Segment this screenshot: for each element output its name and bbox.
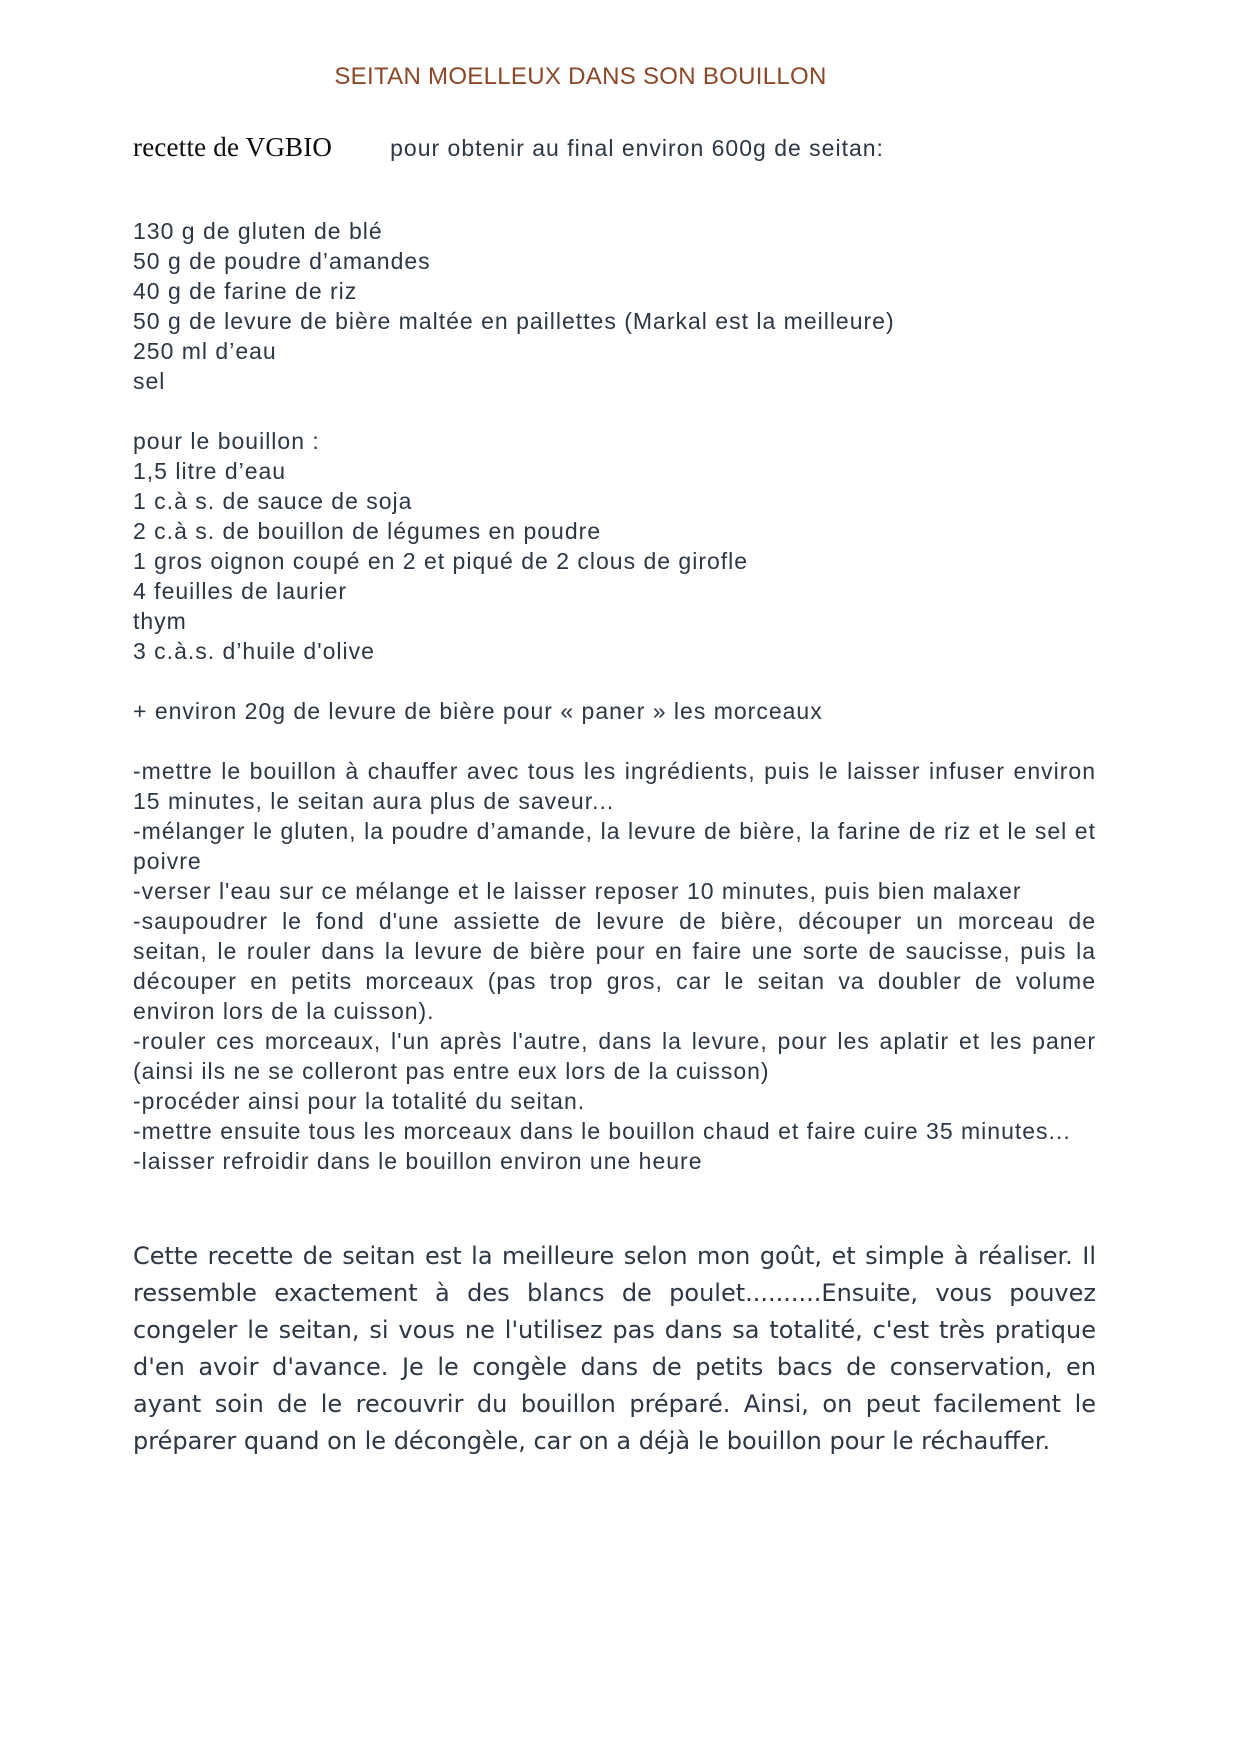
conclusion-paragraph: Cette recette de seitan est la meilleure selon mon goût, et simple à réaliser. Il ressemble exactement à des blancs de poulet..........Ensuite, vous pouvez congeler le seitan, si vous ne l'utilisez pas dans sa totalité, c'est très pratique d'en avoir d'avance. Je le congèle dans de petits bacs de conservation, en ayant soin de le recouvrir du bouillon préparé. Ainsi, on peut facilement le préparer quand on le décongèle, car on a déjà le bouillon pour le réchauffer. <box>133 1242 1096 1455</box>
ingredient-line: 130 g de gluten de blé <box>133 218 383 244</box>
bouillon-heading: pour le bouillon : <box>133 428 320 454</box>
coating-note: + environ 20g de levure de bière pour « paner » les morceaux <box>133 698 823 724</box>
bouillon-ingredient-line: 2 c.à s. de bouillon de légumes en poudre <box>133 518 602 544</box>
step-paragraph: -procéder ainsi pour la totalité du seitan. <box>133 1088 586 1114</box>
step-paragraph: -mélanger le gluten, la poudre d’amande, la levure de bière, la farine de riz et le sel et poivre <box>133 818 1096 874</box>
recipe-author: recette de VGBIO <box>133 132 333 162</box>
step-paragraph: -rouler ces morceaux, l'un après l'autre, dans la levure, pour les aplatir et les paner (ainsi ils ne se colleront pas entre eux lors de la cuisson) <box>133 1028 1096 1084</box>
bouillon-section <box>133 426 1096 666</box>
step-paragraph: -laisser refroidir dans le bouillon environ une heure <box>133 1148 703 1174</box>
step-paragraph: -mettre le bouillon à chauffer avec tous les ingrédients, puis le laisser infuser environ 15 minutes, le seitan aura plus de saveur... <box>133 758 1096 814</box>
bouillon-ingredient-line: 3 c.à.s. d’huile d'olive <box>133 638 375 664</box>
bouillon-ingredient-line: 4 feuilles de laurier <box>133 578 348 604</box>
ingredient-line: 50 g de levure de bière maltée en paillettes (Markal est la meilleure) <box>133 308 895 334</box>
step-paragraph: -mettre ensuite tous les morceaux dans le bouillon chaud et faire cuire 35 minutes... <box>133 1118 1071 1144</box>
ingredient-line: 40 g de farine de riz <box>133 278 358 304</box>
recipe-yield: pour obtenir au final environ 600g de seitan: <box>390 135 884 161</box>
byline <box>133 130 1096 169</box>
page-title: SEITAN MOELLEUX DANS SON BOUILLON <box>334 63 827 90</box>
ingredient-line: 250 ml d’eau <box>133 338 277 364</box>
step-paragraph: -saupoudrer le fond d'une assiette de levure de bière, découper un morceau de seitan, le rouler dans la levure de bière pour en faire une sorte de saucisse, puis la découper en petits morceaux (pas trop gros, car le seitan va doubler de volume environ lors de la cuisson). <box>133 908 1096 1024</box>
bouillon-ingredient-line: 1 c.à s. de sauce de soja <box>133 488 413 514</box>
bouillon-ingredient-line: thym <box>133 608 187 634</box>
ingredients-list <box>133 216 1096 396</box>
step-paragraph: -verser l'eau sur ce mélange et le laisser reposer 10 minutes, puis bien malaxer <box>133 878 1022 904</box>
ingredient-line: sel <box>133 368 166 394</box>
steps-section <box>133 756 1096 1176</box>
ingredient-line: 50 g de poudre d’amandes <box>133 248 431 274</box>
bouillon-ingredient-line: 1 gros oignon coupé en 2 et piqué de 2 clous de girofle <box>133 548 749 574</box>
bouillon-ingredient-line: 1,5 litre d’eau <box>133 458 287 484</box>
